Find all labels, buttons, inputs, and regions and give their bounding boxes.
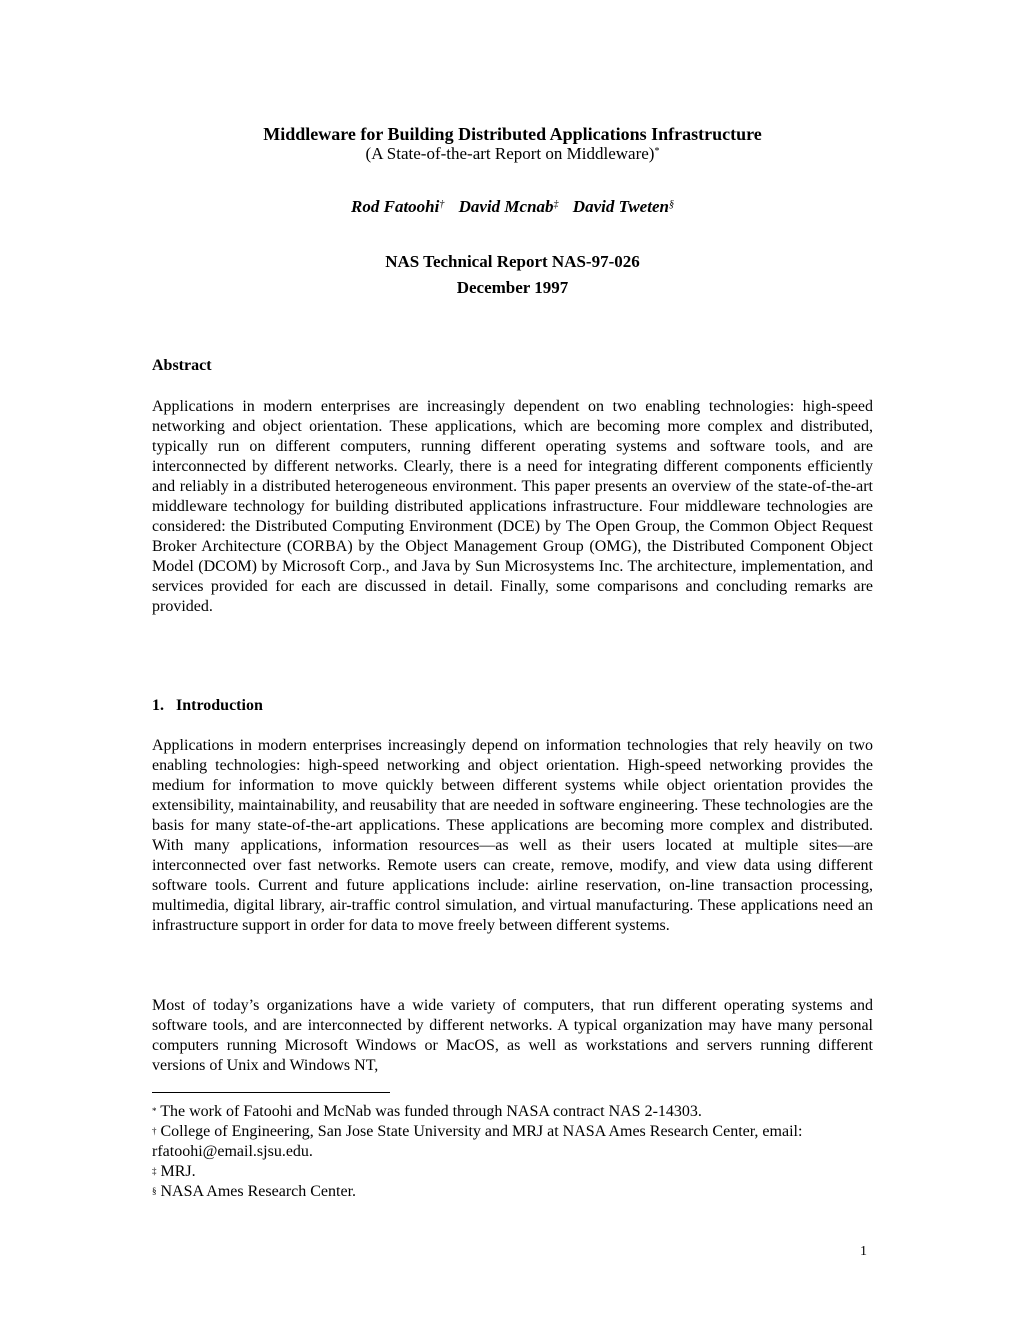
footnote-mark: † — [152, 1126, 157, 1136]
section-heading-introduction: 1. Introduction — [152, 697, 263, 714]
abstract-heading: Abstract — [152, 357, 212, 374]
subtitle-footnote-mark: * — [654, 146, 660, 157]
footnote-mark: * — [152, 1106, 157, 1116]
author-name: David Mcnab — [458, 197, 554, 216]
paper-subtitle — [152, 144, 873, 164]
subtitle-text: (A State-of-the-art Report on Middleware) — [365, 144, 655, 163]
author-footnote-mark: ‡ — [553, 199, 559, 210]
footnote-text: College of Engineering, San Jose State University and MRJ at NASA Ames Research Center, email: rfatoohi@email.sjsu.edu. — [152, 1123, 803, 1160]
footnote-text: The work of Fatoohi and McNab was funded through NASA contract NAS 2-14303. — [160, 1103, 702, 1120]
footnote-mark: § — [152, 1186, 157, 1196]
report-number: NAS Technical Report NAS-97-026 — [385, 252, 640, 271]
footnote-rule — [152, 1092, 390, 1093]
intro-paragraph-1: Applications in modern enterprises increasingly depend on information technologies that rely heavily on two enabling technologies: high-speed networking and object orientation. High-speed networking provides the medium for information to move quickly between different systems while object orientation provides the extensibility, maintainability, and reusability that are needed in software engineering. These technologies are the basis for many state-of-the-art applications. These applications are becoming more complex and distributed. With many applications, information resources—as well as their users located at multiple sites—are interconnected over fast networks. Remote users can create, remove, modify, and view data using different software tools. Current and future applications include: airline reservation, on-line transaction processing, multimedia, digital library, air-traffic control simulation, and virtual manufacturing. These applications need an infrastructure support in order for data to move freely between different systems. — [152, 737, 873, 934]
abstract-text: Applications in modern enterprises are increasingly dependent on two enabling technologies: high-speed networking and object orientation. These applications, which are becoming more complex and distributed, typically run on different computers, running different operating systems and software tools, and are interconnected by different networks. Clearly, there is a need for integrating different components efficiently and reliably in a distributed heterogeneous environment. This paper presents an overview of the state-of-the-art middleware technology for building distributed applications infrastructure. Four middleware technologies are considered: the Distributed Computing Environment (DCE) by The Open Group, the Common Object Request Broker Architecture (CORBA) by the Object Management Group (OMG), the Distributed Component Object Model (DCOM) by Microsoft Corp., and Java by Sun Microsystems Inc. The architecture, implementation, and services provided for each are discussed in detail. Finally, some comparisons and concluding remarks are provided. — [152, 398, 873, 615]
author-name: David Tweten — [572, 197, 669, 216]
author-list — [152, 196, 873, 218]
footnote-text: NASA Ames Research Center. — [160, 1183, 357, 1200]
footnote-text: MRJ. — [160, 1163, 196, 1180]
report-info — [152, 249, 873, 301]
footnote — [152, 1162, 873, 1182]
page-number: 1 — [860, 1244, 867, 1259]
author-footnote-mark: † — [439, 199, 445, 210]
report-date: December 1997 — [456, 278, 569, 297]
footnote-mark: ‡ — [152, 1166, 157, 1176]
footnote — [152, 1102, 873, 1122]
author-footnote-mark: § — [668, 199, 674, 210]
footnote — [152, 1122, 873, 1162]
author-name: Rod Fatoohi — [351, 197, 440, 216]
paper-title: Middleware for Building Distributed Applications Infrastructure — [263, 124, 762, 144]
intro-paragraph-2: Most of today’s organizations have a wide variety of computers, that run different operating systems and software tools, and are interconnected by different networks. A typical organization may have many personal computers running Microsoft Windows or MacOS, as well as workstations and servers running different versions of Unix and Windows NT, — [152, 997, 873, 1074]
footnote — [152, 1182, 873, 1202]
